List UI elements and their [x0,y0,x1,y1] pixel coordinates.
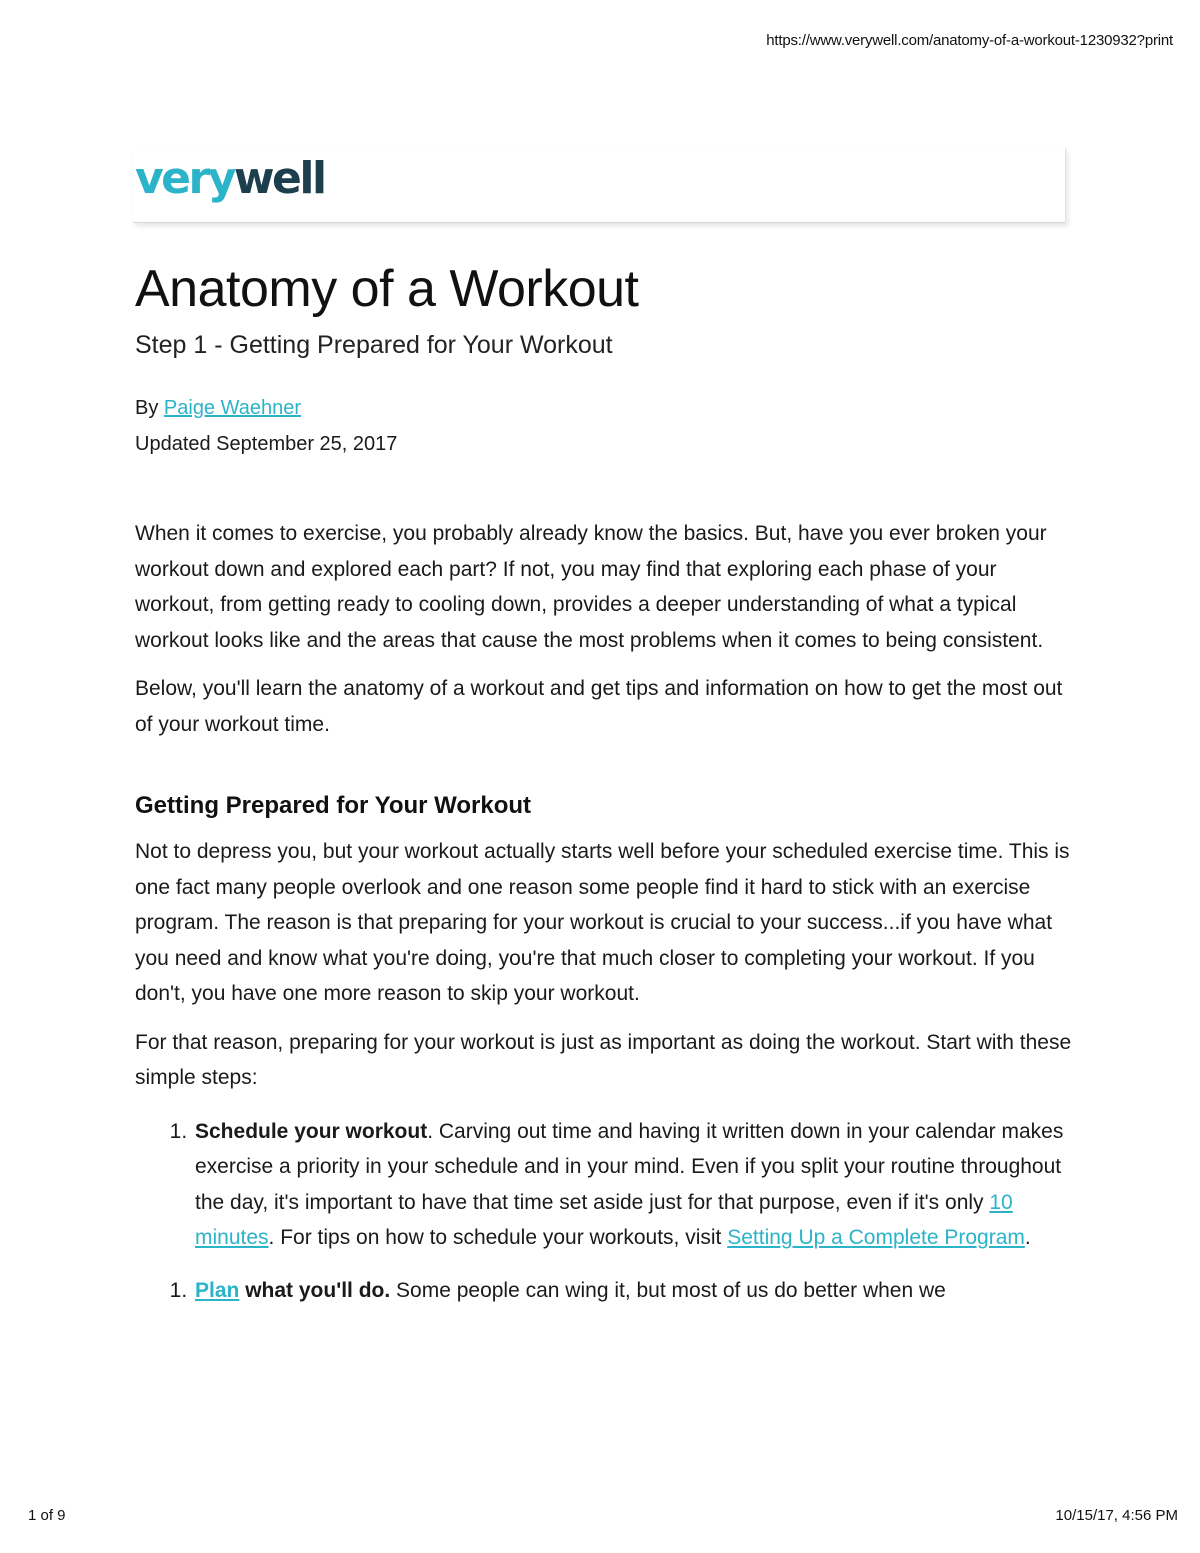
step-item-plan [193,1273,1075,1309]
steps-list-2 [135,1273,1075,1309]
step-1-text-b: . For tips on how to schedule your workouts, visit [268,1226,728,1249]
step-1-text-a: . Carving out time and having it written down in your calendar makes exercise a priority in your schedule and in your mind. Even if you split your routine throughout the day, it's important to have that time set aside just for that purpose, even if it's only [195,1119,1064,1214]
verywell-logo[interactable] [135,154,325,204]
article-subtitle: Step 1 - Getting Prepared for Your Workout [135,331,613,359]
plan-link[interactable]: Plan [195,1278,240,1302]
logo-part-well: well [233,153,325,204]
ten-minutes-link[interactable]: 10 minutes [195,1190,1013,1249]
site-header [133,148,1066,223]
step-2-text: Some people can wing it, but most of us do better when we [390,1278,946,1302]
step-2-bold: what you'll do. [239,1278,391,1302]
print-url: https://www.verywell.com/anatomy-of-a-workout-1230932?print [766,32,1173,49]
byline [135,390,1075,426]
section-paragraph-1: Not to depress you, but your workout actually starts well before your scheduled exercise time. This is one fact many people overlook and one reason some people find it hard to stick with an exercise program. The reason is that preparing for your workout is crucial to your success...if you have what you need and know what you're doing, you're that much closer to completing your workout. If you don't, you have one more reason to skip your workout. [135,840,1070,1005]
author-link[interactable]: Paige Waehner [163,397,302,419]
logo-part-very: very [135,153,234,204]
page-number: 1 of 9 [28,1507,66,1524]
complete-program-link[interactable]: Setting Up a Complete Program [727,1226,1025,1249]
article-title: Anatomy of a Workout [135,260,639,318]
updated-date: Updated September 25, 2017 [135,433,398,455]
step-1-bold: Schedule your workout [195,1119,428,1143]
section-paragraph-2: For that reason, preparing for your workout is just as important as doing the workout. Start with these simple steps: [135,1030,1072,1089]
intro-paragraph-1: When it comes to exercise, you probably already know the basics. But, have you ever broken your workout down and explored each part? If not, you may find that exploring each phase of your workout, from getting ready to cooling down, provides a deeper understanding of what a typical workout looks like and the areas that cause the most problems when it comes to being consistent. [135,522,1047,652]
section-heading: Getting Prepared for Your Workout [135,792,532,819]
intro-paragraph-2: Below, you'll learn the anatomy of a workout and get tips and information on how to get the most out of your workout time. [135,677,1063,736]
article [135,255,1075,1308]
print-timestamp: 10/15/17, 4:56 PM [1055,1507,1178,1524]
steps-list [135,1114,1075,1256]
step-item-schedule [193,1114,1075,1256]
step-1-text-c: . [1024,1226,1031,1249]
byline-prefix: By [135,397,164,419]
